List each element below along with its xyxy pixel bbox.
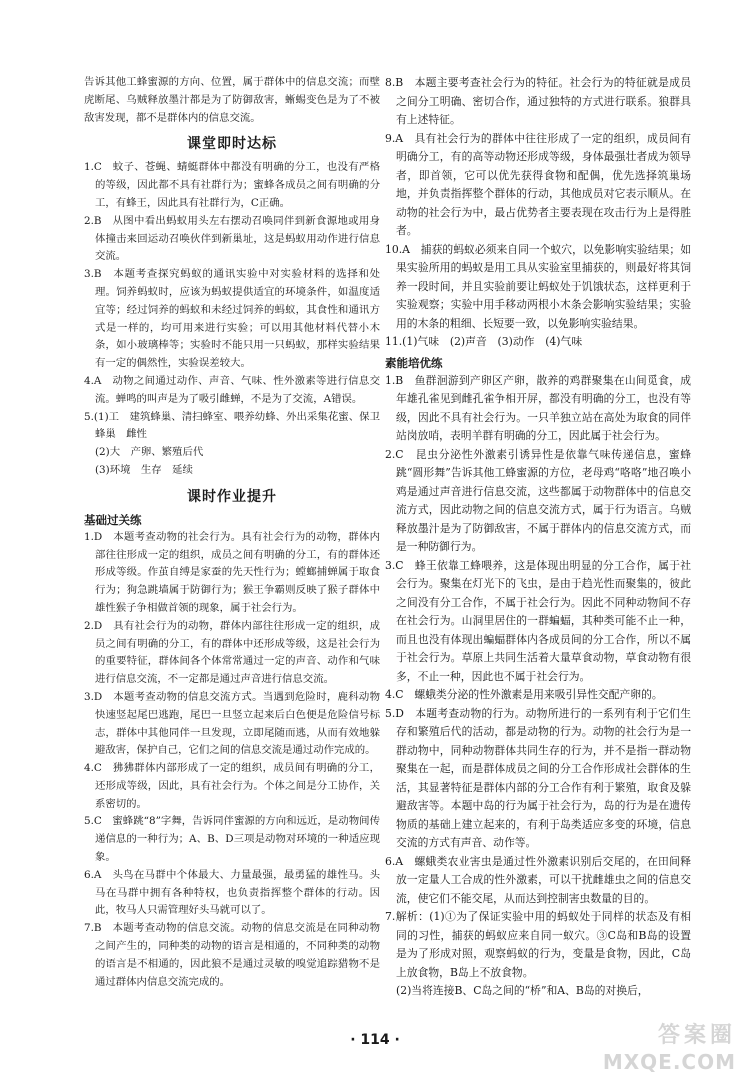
section-title-classroom: 课堂即时达标 (187, 136, 277, 153)
answer-item: 9.A 具有社会行为的群体中往往形成了一定的组织，成员间有明确分工，有的高等动物还形成等级，身体最强壮者成为领导者，即首领，它可以优先获得食物和配偶，优先选择筑巢场地，并负责指挥整个群体的行动，其他成员对它表示顺从。在动物的社会行为中，最占优势者主要表现在攻击行为上是得胜者。 (385, 131, 691, 237)
answer-item: 4.C 螺蛾类分泌的性外激素是用来吸引异性交配产卵的。 (385, 688, 663, 701)
answer-item: 1.D 本题考查动物的社会行为。具有社会行为的动物，群体内部往往形成一定的组织，成员之间有明确的分工，有的群体还形成等级。作茧自缚是家蚕的先天性行为；螳螂捕蝉属于取食行为；狗急跳墙属于防御行为；猴王争霸则反映了猴子群体中雄性猴子争相做首领的现象，属于社会行为。 (84, 530, 380, 614)
answer-item: 3.D 本题考查动物的信息交流方式。当遇到危险时，鹿科动物快速竖起尾巴逃跑，尾巴一旦竖立起来后白色便是危险信号标志，群体中其他同伴一旦发现，立即尾随而逃，从而有效地躲避敌害，保护自己，它们之间的信息交流是通过动作完成的。 (84, 690, 380, 757)
answer-item: 4.C 狒狒群体内部形成了一定的组织，成员间有明确的分工，还形成等级，因此，具有社会行为。个体之间是分工协作，关系密切的。 (84, 762, 380, 810)
answer-item: 2.B 从图中看出蚂蚁用头左右摆动召唤同伴到新食源地或用身体撞击来回运动召唤伙伴到新巢址，这是蚂蚁用动作进行信息交流。 (84, 214, 380, 263)
answer-item: 7.B 本题考查动物的信息交流。动物的信息交流是在同种动物之间产生的，同种类的动物的语言是相通的，不同种类的动物的语言是不相通的，因此狼不是通过灵敏的嗅觉追踪猎物不是通过群体内信息交流完成的。 (84, 922, 380, 988)
right-column (385, 74, 691, 1001)
answer-subitem: (3)环境 生存 延续 (95, 463, 193, 476)
page-number: · 114 · (350, 1032, 400, 1048)
site-watermark-logo (596, 1018, 736, 1074)
answer-subitem: (2)当将连接B、C岛之间的“桥”和A、B岛的对换后， (396, 984, 649, 997)
answer-item: 5.C 蜜蜂跳“8”字舞，告诉同伴蜜源的方向和远近，是动物间传递信息的一种行为；A、B、D三项是动物对环境的一种适应现象。 (84, 815, 380, 864)
answer-item: 3.C 蜂王依靠工蜂喂养，这是体现出明显的分工合作，属于社会行为。聚集在灯光下的飞虫，是由于趋光性而聚集的，彼此之间没有分工合作，不属于社会行为。因此不同种动物间不存在社会行为。山洞里居住的一群蝙蝠，其种类可能不止一种，而且也没有体现出蝙蝠群体内各成员间的分工合作，所以不属于社会行为。草原上共同生活着大量草食动物，草食动物有很多，不止一种，因此也不属于社会行为。 (385, 558, 691, 683)
answer-item: 3.B 本题考查探究蚂蚁的通讯实验中对实验材料的选择和处理。饲养蚂蚁时，应该为蚂蚁提供适宜的环境条件，如温度适宜等；经过饲养的蚂蚁和未经过饲养的蚂蚁，其食性和通讯方式是一样的，均可用来进行实验；可以用其他材料代替小木条，如小玻璃棒等；实验时不能只用一只蚂蚁，那样实验结果有一定的偶然性，实验误差较大。 (84, 268, 380, 370)
section-title-homework: 课时作业提升 (187, 488, 277, 505)
answer-subitem: (2)大 产卵、繁殖后代 (95, 446, 204, 459)
answer-item: 1.C 蚊子、苍蝇、蜻蜓群体中都没有明确的分工，也没有严格的等级，因此都不具有社群行为；蜜蜂各成员之间有明确的分工，有蜂王，因此具有社群行为，C正确。 (84, 161, 380, 209)
answer-item: 1.B 鱼群洄游到产卵区产卵，散养的鸡群聚集在山间觅食，成年雄孔雀见到雌孔雀争相开屏，都没有明确的分工，也没有等级，因此不具有社会行为。一只羊独立站在高处为取食的同伴站岗放哨，表明羊群有明确的分工，因此属于社会行为。 (385, 373, 691, 442)
answer-item: 2.C 昆虫分泌性外激素引诱异性是依靠气味传递信息，蜜蜂跳“圆形舞”告诉其他工蜂蜜源的方位，老母鸡“咯咯”地召唤小鸡是通过声音进行信息交流，这些都属于动物群体中的信息交流方式，因此动物之间的信息交流方式，属于行为语言。乌贼释放墨汁是为了防御敌害，不属于群体内的信息交流方式，而是一种防御行为。 (385, 447, 691, 553)
answer-item: 8.B 本题主要考查社会行为的特征。社会行为的特征就是成员之间分工明确、密切合作，通过独特的方式进行联系。狼群具有上述特征。 (385, 76, 691, 126)
watermark-text-bottom: MXQE.COM (602, 1050, 736, 1074)
intro-block (84, 74, 380, 127)
answer-item: 11.(1)气味 (2)声音 (3)动作 (4)气味 (385, 335, 583, 348)
subsection-title-advanced: 素能培优练 (385, 355, 443, 370)
answer-item: 6.A 螺蛾类农业害虫是通过性外激素识别后交尾的，在田间释放一定量人工合成的性外激素，可以干扰雌雄虫之间的信息交流，使它们不能交尾，从而达到控制害虫数量的目的。 (385, 854, 691, 905)
watermark-text-top: 答案圈 (657, 1023, 736, 1048)
answer-item: 5.(1)工 建筑蜂巢、清扫蜂室、喂养幼蜂、外出采集花蜜、保卫蜂巢 雌性 (84, 410, 380, 441)
intro-paragraph: 告诉其他工蜂蜜源的方向、位置，属于群体中的信息交流；而壁虎断尾、乌贼释放墨汁都是为了防御敌害，蜥蜴变色是为了不被敌害发现，都不是群体内的信息交流。 (84, 76, 380, 124)
answer-item: 7.解析：(1)①为了保证实验中用的蚂蚁处于同样的状态及有相同的习性，捕获的蚂蚁应来自同一蚁穴。③C岛和B岛的设置是为了形成对照，观察蚂蚁的行为，变量是食物，因此，C岛上放食物，B岛上不放食物。 (385, 910, 691, 979)
left-column (84, 74, 380, 991)
answer-item: 2.D 具有社会行为的动物，群体内部往往形成一定的组织，成员之间有明确的分工，有的群体中还形成等级，这是社会行为的重要特征，群体间各个体常常通过一定的声音、动作和气味进行信息交流，不一定都是通过声音进行信息交流。 (84, 619, 380, 686)
answer-item: 6.A 头鸟在马群中个体最大、力量最强，最勇猛的雄性马。头马在马群中拥有各种特权，也负责指挥整个群体的行动。因此，牧马人只需管理好头马就可以了。 (84, 868, 380, 917)
answer-item: 5.D 本题考查动物的行为。动物所进行的一系列有利于它们生存和繁殖后代的活动，都是动物的行为。动物的社会行为是一群动物中，同种动物群体共同生存的行为，并不是指一群动物聚集在一起，而是群体成员之间的分工合作形成社会群体的生活，其显著特征是群体内部的分工合作有利于繁殖，取食及躲避敌害等。本题中岛的行为属于社会行为，岛的行为是在遗传物质的基础上建立起来的，有利于岛类适应多变的环境，信息交流的方式有声音、动作等。 (385, 706, 691, 849)
answer-item: 4.A 动物之间通过动作、声音、气味、性外激素等进行信息交流。蝉鸣的叫声是为了吸引雌蝉，不是为了交流，A错误。 (84, 374, 380, 405)
answer-item: 10.A 捕获的蚂蚁必须来自同一个蚁穴，以免影响实验结果；如果实验所用的蚂蚁是用工具从实验室里捕获的，则最好将其饲养一段时间，并且实验前要让蚂蚁处于饥饿状态，这样更利于实验观察；实验中用手移动两根小木条会影响实验结果；实验用的木条的粗细、长短要一致，以免影响实验结果。 (385, 242, 691, 330)
subsection-title-basic: 基础过关练 (84, 512, 142, 527)
